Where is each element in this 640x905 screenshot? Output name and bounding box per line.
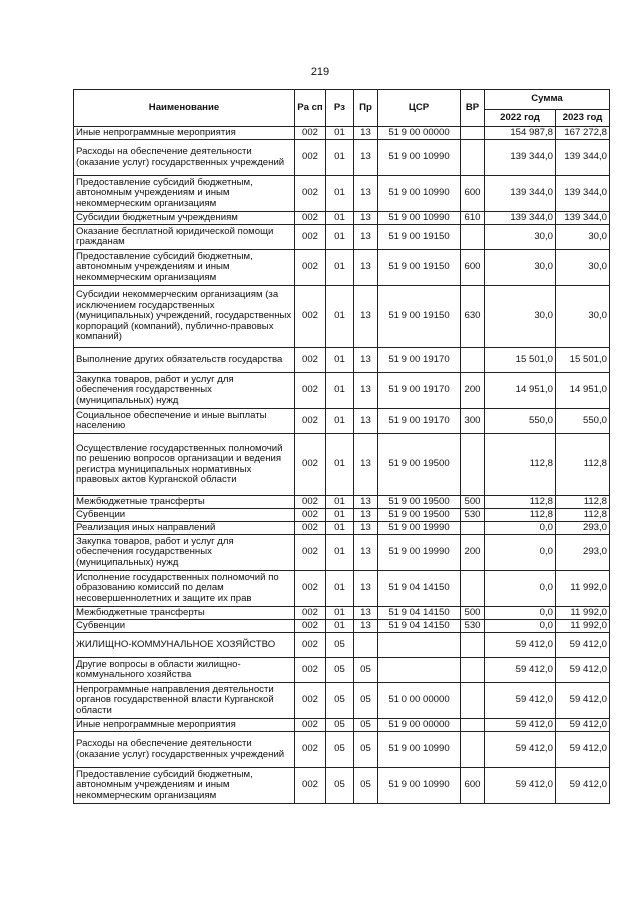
cell-sum-2022: 0,0 (485, 620, 556, 633)
cell-sum-2022: 0,0 (485, 522, 556, 535)
cell-sum-2022: 59 412,0 (485, 732, 556, 768)
cell-pr: 13 (354, 607, 378, 620)
header-year-2022: 2022 год (485, 110, 556, 127)
cell-sum-2022: 154 987,8 (485, 127, 556, 140)
cell-rasp: 002 (295, 140, 326, 176)
cell-sum-2022: 139 344,0 (485, 176, 556, 212)
cell-name: Другие вопросы в области жилищно-коммунального хозяйства (74, 658, 295, 683)
cell-rasp: 002 (295, 348, 326, 373)
cell-pr: 13 (354, 535, 378, 571)
cell-sum-2022: 15 501,0 (485, 348, 556, 373)
cell-sum-2022: 112,8 (485, 434, 556, 496)
table-row (74, 212, 610, 225)
cell-vr (461, 633, 485, 658)
cell-csr (378, 658, 461, 683)
cell-rz: 01 (326, 620, 354, 633)
table-row (74, 127, 610, 140)
table-row (74, 409, 610, 434)
cell-vr: 630 (461, 286, 485, 348)
cell-rz: 01 (326, 522, 354, 535)
header-rz: Рз (326, 90, 354, 127)
cell-name: Реализация иных направлений (74, 522, 295, 535)
cell-pr: 13 (354, 348, 378, 373)
table-row (74, 732, 610, 768)
cell-csr: 51 9 00 10990 (378, 176, 461, 212)
cell-pr: 05 (354, 683, 378, 719)
table-row (74, 719, 610, 732)
cell-sum-2022: 0,0 (485, 607, 556, 620)
cell-sum-2023: 30,0 (556, 225, 610, 250)
cell-name: Осуществление государственных полномочий по решению вопросов организации и ведения регистра муниципальных нормативных правовых актов Курганской области (74, 434, 295, 496)
cell-sum-2023: 167 272,8 (556, 127, 610, 140)
cell-sum-2023: 14 951,0 (556, 373, 610, 409)
cell-csr: 51 9 00 19150 (378, 250, 461, 286)
cell-pr: 13 (354, 140, 378, 176)
cell-vr (461, 434, 485, 496)
cell-rz: 01 (326, 373, 354, 409)
cell-pr: 13 (354, 212, 378, 225)
cell-sum-2023: 59 412,0 (556, 658, 610, 683)
cell-pr: 13 (354, 286, 378, 348)
cell-csr: 51 0 00 00000 (378, 683, 461, 719)
cell-sum-2022: 139 344,0 (485, 212, 556, 225)
cell-rz: 05 (326, 633, 354, 658)
cell-csr: 51 9 00 19170 (378, 409, 461, 434)
cell-pr: 13 (354, 522, 378, 535)
cell-name: Предоставление субсидий бюджетным, автономным учреждениям и иным некоммерческим организациям (74, 768, 295, 804)
cell-rasp: 002 (295, 683, 326, 719)
cell-sum-2023: 11 992,0 (556, 620, 610, 633)
table-row (74, 348, 610, 373)
cell-sum-2022: 59 412,0 (485, 768, 556, 804)
cell-rasp: 002 (295, 434, 326, 496)
cell-rasp: 002 (295, 571, 326, 607)
cell-vr (461, 658, 485, 683)
cell-sum-2023: 59 412,0 (556, 768, 610, 804)
cell-sum-2022: 550,0 (485, 409, 556, 434)
cell-rz: 01 (326, 127, 354, 140)
cell-name: Исполнение государственных полномочий по образованию комиссий по делам несовершеннолетних и защите их прав (74, 571, 295, 607)
cell-rz: 01 (326, 140, 354, 176)
cell-sum-2023: 11 992,0 (556, 607, 610, 620)
cell-rasp: 002 (295, 620, 326, 633)
table-row (74, 286, 610, 348)
cell-csr: 51 9 04 14150 (378, 607, 461, 620)
cell-sum-2023: 30,0 (556, 286, 610, 348)
cell-sum-2023: 59 412,0 (556, 633, 610, 658)
table-row (74, 768, 610, 804)
cell-pr: 13 (354, 434, 378, 496)
cell-csr: 51 9 00 19500 (378, 434, 461, 496)
table-row (74, 607, 610, 620)
cell-rasp: 002 (295, 286, 326, 348)
cell-vr: 600 (461, 250, 485, 286)
cell-sum-2023: 112,8 (556, 434, 610, 496)
cell-pr: 05 (354, 768, 378, 804)
cell-name: Выполнение других обязательств государства (74, 348, 295, 373)
header-name: Наименование (74, 90, 295, 127)
cell-sum-2022: 112,8 (485, 509, 556, 522)
cell-pr: 13 (354, 620, 378, 633)
cell-name: Субсидии бюджетным учреждениям (74, 212, 295, 225)
cell-vr (461, 719, 485, 732)
cell-rz: 01 (326, 225, 354, 250)
cell-rasp: 002 (295, 373, 326, 409)
cell-name: Предоставление субсидий бюджетным, автономным учреждениям и иным некоммерческим организациям (74, 250, 295, 286)
cell-rz: 01 (326, 509, 354, 522)
cell-rasp: 002 (295, 509, 326, 522)
cell-sum-2023: 293,0 (556, 535, 610, 571)
table-row (74, 683, 610, 719)
cell-rasp: 002 (295, 409, 326, 434)
cell-csr: 51 9 00 00000 (378, 127, 461, 140)
table-body (74, 127, 610, 804)
cell-rz: 01 (326, 607, 354, 620)
header-csr: ЦСР (378, 90, 461, 127)
cell-csr: 51 9 00 10990 (378, 212, 461, 225)
cell-vr (461, 683, 485, 719)
cell-sum-2022: 0,0 (485, 571, 556, 607)
cell-csr: 51 9 00 19500 (378, 496, 461, 509)
cell-csr: 51 9 00 19150 (378, 225, 461, 250)
cell-sum-2022: 14 951,0 (485, 373, 556, 409)
cell-rz: 05 (326, 768, 354, 804)
cell-csr: 51 9 00 19170 (378, 348, 461, 373)
cell-name: Расходы на обеспечение деятельности (оказание услуг) государственных учреждений (74, 140, 295, 176)
cell-sum-2023: 15 501,0 (556, 348, 610, 373)
cell-sum-2023: 139 344,0 (556, 212, 610, 225)
cell-sum-2022: 59 412,0 (485, 633, 556, 658)
cell-rz: 05 (326, 732, 354, 768)
budget-table (73, 89, 610, 804)
cell-sum-2023: 11 992,0 (556, 571, 610, 607)
cell-vr (461, 732, 485, 768)
cell-name: Предоставление субсидий бюджетным, автономным учреждениям и иным некоммерческим организациям (74, 176, 295, 212)
cell-name: Субсидии некоммерческим организациям (за исключением государственных (муниципальных) учреждений, государственных корпораций (компаний), публично-правовых компаний) (74, 286, 295, 348)
cell-name: Расходы на обеспечение деятельности (оказание услуг) государственных учреждений (74, 732, 295, 768)
cell-rz: 01 (326, 250, 354, 286)
cell-rz: 01 (326, 496, 354, 509)
table-row (74, 140, 610, 176)
cell-vr (461, 522, 485, 535)
cell-name: Непрограммные направления деятельности органов государственной власти Курганской области (74, 683, 295, 719)
table-row (74, 620, 610, 633)
cell-csr: 51 9 00 10990 (378, 768, 461, 804)
cell-name: Оказание бесплатной юридической помощи гражданам (74, 225, 295, 250)
cell-rasp: 002 (295, 607, 326, 620)
table-row (74, 250, 610, 286)
cell-rz: 01 (326, 286, 354, 348)
table-row (74, 434, 610, 496)
cell-vr: 500 (461, 607, 485, 620)
cell-rasp: 002 (295, 176, 326, 212)
cell-pr: 13 (354, 409, 378, 434)
cell-name: Закупка товаров, работ и услуг для обеспечения государственных (муниципальных) нужд (74, 535, 295, 571)
cell-csr: 51 9 04 14150 (378, 620, 461, 633)
cell-sum-2023: 112,8 (556, 509, 610, 522)
cell-pr: 05 (354, 732, 378, 768)
cell-vr (461, 348, 485, 373)
cell-rasp: 002 (295, 127, 326, 140)
cell-csr: 51 9 00 19990 (378, 535, 461, 571)
cell-name: Субвенции (74, 620, 295, 633)
cell-pr: 13 (354, 225, 378, 250)
cell-pr: 13 (354, 509, 378, 522)
page-number: 219 (310, 66, 330, 78)
cell-rasp: 002 (295, 719, 326, 732)
cell-sum-2023: 139 344,0 (556, 176, 610, 212)
cell-csr: 51 9 04 14150 (378, 571, 461, 607)
table-row (74, 658, 610, 683)
cell-sum-2022: 30,0 (485, 286, 556, 348)
cell-sum-2023: 59 412,0 (556, 683, 610, 719)
table-row (74, 522, 610, 535)
cell-sum-2022: 59 412,0 (485, 683, 556, 719)
cell-csr (378, 633, 461, 658)
cell-vr: 500 (461, 496, 485, 509)
cell-rz: 01 (326, 535, 354, 571)
cell-name: Иные непрограммные мероприятия (74, 127, 295, 140)
cell-rasp: 002 (295, 212, 326, 225)
cell-csr: 51 9 00 00000 (378, 719, 461, 732)
cell-csr: 51 9 00 19990 (378, 522, 461, 535)
cell-pr: 13 (354, 373, 378, 409)
cell-csr: 51 9 00 19170 (378, 373, 461, 409)
header-sum: Сумма (485, 90, 610, 110)
cell-sum-2023: 59 412,0 (556, 732, 610, 768)
cell-rasp: 002 (295, 633, 326, 658)
cell-rasp: 002 (295, 522, 326, 535)
cell-rz: 01 (326, 176, 354, 212)
cell-rz: 01 (326, 434, 354, 496)
cell-name: Иные непрограммные мероприятия (74, 719, 295, 732)
cell-name: Межбюджетные трансферты (74, 496, 295, 509)
cell-sum-2023: 30,0 (556, 250, 610, 286)
table-row (74, 225, 610, 250)
cell-rz: 01 (326, 409, 354, 434)
cell-vr: 610 (461, 212, 485, 225)
cell-sum-2022: 30,0 (485, 250, 556, 286)
table-row (74, 571, 610, 607)
cell-sum-2022: 30,0 (485, 225, 556, 250)
cell-rz: 01 (326, 212, 354, 225)
header-year-2023: 2023 год (556, 110, 610, 127)
cell-rz: 01 (326, 348, 354, 373)
cell-pr: 13 (354, 571, 378, 607)
cell-rasp: 002 (295, 535, 326, 571)
cell-name: Социальное обеспечение и иные выплаты населению (74, 409, 295, 434)
cell-pr: 13 (354, 127, 378, 140)
cell-rz: 05 (326, 719, 354, 732)
cell-name: ЖИЛИЩНО-КОММУНАЛЬНОЕ ХОЗЯЙСТВО (74, 633, 295, 658)
cell-vr: 200 (461, 373, 485, 409)
cell-rasp: 002 (295, 768, 326, 804)
cell-pr (354, 633, 378, 658)
cell-sum-2022: 139 344,0 (485, 140, 556, 176)
table-row (74, 373, 610, 409)
cell-vr (461, 571, 485, 607)
cell-sum-2023: 139 344,0 (556, 140, 610, 176)
cell-pr: 05 (354, 658, 378, 683)
cell-pr: 13 (354, 176, 378, 212)
cell-sum-2023: 59 412,0 (556, 719, 610, 732)
cell-name: Закупка товаров, работ и услуг для обеспечения государственных (муниципальных) нужд (74, 373, 295, 409)
header-pr: Пр (354, 90, 378, 127)
cell-sum-2022: 59 412,0 (485, 719, 556, 732)
cell-vr: 600 (461, 768, 485, 804)
cell-rz: 05 (326, 658, 354, 683)
cell-pr: 13 (354, 250, 378, 286)
cell-name: Субвенции (74, 509, 295, 522)
cell-vr: 530 (461, 620, 485, 633)
header-vr: ВР (461, 90, 485, 127)
cell-rasp: 002 (295, 225, 326, 250)
cell-vr: 530 (461, 509, 485, 522)
cell-rz: 05 (326, 683, 354, 719)
header-rasp: Ра сп (295, 90, 326, 127)
cell-rasp: 002 (295, 658, 326, 683)
cell-sum-2022: 59 412,0 (485, 658, 556, 683)
cell-rasp: 002 (295, 496, 326, 509)
cell-csr: 51 9 00 19500 (378, 509, 461, 522)
table-row (74, 176, 610, 212)
cell-rz: 01 (326, 571, 354, 607)
cell-vr (461, 127, 485, 140)
cell-sum-2022: 112,8 (485, 496, 556, 509)
cell-sum-2023: 550,0 (556, 409, 610, 434)
table-row (74, 496, 610, 509)
cell-sum-2022: 0,0 (485, 535, 556, 571)
cell-sum-2023: 293,0 (556, 522, 610, 535)
cell-csr: 51 9 00 10990 (378, 732, 461, 768)
table-row (74, 535, 610, 571)
table-row (74, 509, 610, 522)
cell-vr (461, 140, 485, 176)
cell-rasp: 002 (295, 250, 326, 286)
table-row (74, 633, 610, 658)
cell-csr: 51 9 00 19150 (378, 286, 461, 348)
cell-rasp: 002 (295, 732, 326, 768)
cell-vr: 200 (461, 535, 485, 571)
cell-pr: 05 (354, 719, 378, 732)
cell-csr: 51 9 00 10990 (378, 140, 461, 176)
cell-sum-2023: 112,8 (556, 496, 610, 509)
cell-vr (461, 225, 485, 250)
cell-pr: 13 (354, 496, 378, 509)
cell-vr: 300 (461, 409, 485, 434)
cell-name: Межбюджетные трансферты (74, 607, 295, 620)
cell-vr: 600 (461, 176, 485, 212)
